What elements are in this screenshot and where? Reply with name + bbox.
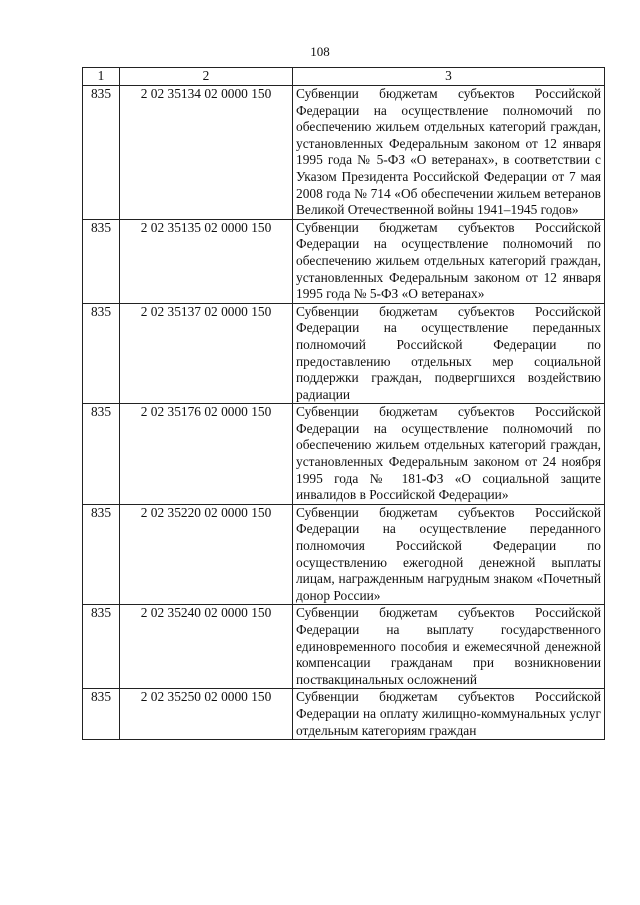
kbk-code-cell: 2 02 35250 02 0000 150 [120, 689, 293, 740]
page-number: 108 [310, 44, 330, 59]
description-cell: Субвенции бюджетам субъектов Российской Федерации на выплату государственного единовременного пособия и ежемесячной денежной компенсации гражданам при возникновении поствакцинальных осложнений [293, 605, 605, 689]
table-row [83, 404, 605, 505]
admin-code-cell: 835 [83, 86, 120, 220]
admin-code-cell: 835 [83, 404, 120, 505]
admin-code-cell: 835 [83, 303, 120, 404]
column-header-1: 1 [83, 68, 120, 86]
kbk-code-cell: 2 02 35220 02 0000 150 [120, 504, 293, 605]
budget-classification-table [82, 67, 605, 740]
description-cell: Субвенции бюджетам субъектов Российской Федерации на осуществление переданного полномочия Российской Федерации по осуществлению ежегодной денежной выплаты лицам, награжденным нагрудным знаком «Почетный донор России» [293, 504, 605, 605]
kbk-code-cell: 2 02 35134 02 0000 150 [120, 86, 293, 220]
admin-code-cell: 835 [83, 219, 120, 303]
description-cell: Субвенции бюджетам субъектов Российской Федерации на осуществление полномочий по обеспечению жильем отдельных категорий граждан, установленных Федеральным законом от 12 января 1995 года № 5-ФЗ «О ветеранах» [293, 219, 605, 303]
description-cell: Субвенции бюджетам субъектов Российской Федерации на осуществление полномочий по обеспечению жильем отдельных категорий граждан, установленных Федеральным законом от 12 января 1995 года № 5-ФЗ «О ветеранах», в соответствии с Указом Президента Российской Федерации от 7 мая 2008 года № 714 «Об обеспечении жильем ветеранов Великой Отечественной войны 1941–1945 годов» [293, 86, 605, 220]
description-cell: Субвенции бюджетам субъектов Российской Федерации на осуществление полномочий по обеспечению жильем отдельных категорий граждан, установленных Федеральным законом от 24 ноября 1995 года № 181-ФЗ «О социальной защите инвалидов в Российской Федерации» [293, 404, 605, 505]
column-header-2: 2 [120, 68, 293, 86]
kbk-code-cell: 2 02 35137 02 0000 150 [120, 303, 293, 404]
description-cell: Субвенции бюджетам субъектов Российской Федерации на оплату жилищно-коммунальных услуг отдельным категориям граждан [293, 689, 605, 740]
column-header-3: 3 [293, 68, 605, 86]
description-cell: Субвенции бюджетам субъектов Российской Федерации на осуществление переданных полномочий Российской Федерации по предоставлению отдельных мер социальной поддержки граждан, подвергшихся воздействию радиации [293, 303, 605, 404]
admin-code-cell: 835 [83, 605, 120, 689]
table-row [83, 605, 605, 689]
table-row [83, 219, 605, 303]
table-row [83, 689, 605, 740]
admin-code-cell: 835 [83, 504, 120, 605]
kbk-code-cell: 2 02 35240 02 0000 150 [120, 605, 293, 689]
table-row [83, 303, 605, 404]
admin-code-cell: 835 [83, 689, 120, 740]
table-row [83, 504, 605, 605]
kbk-code-cell: 2 02 35135 02 0000 150 [120, 219, 293, 303]
table-header-row [83, 68, 605, 86]
kbk-code-cell: 2 02 35176 02 0000 150 [120, 404, 293, 505]
table-row [83, 86, 605, 220]
